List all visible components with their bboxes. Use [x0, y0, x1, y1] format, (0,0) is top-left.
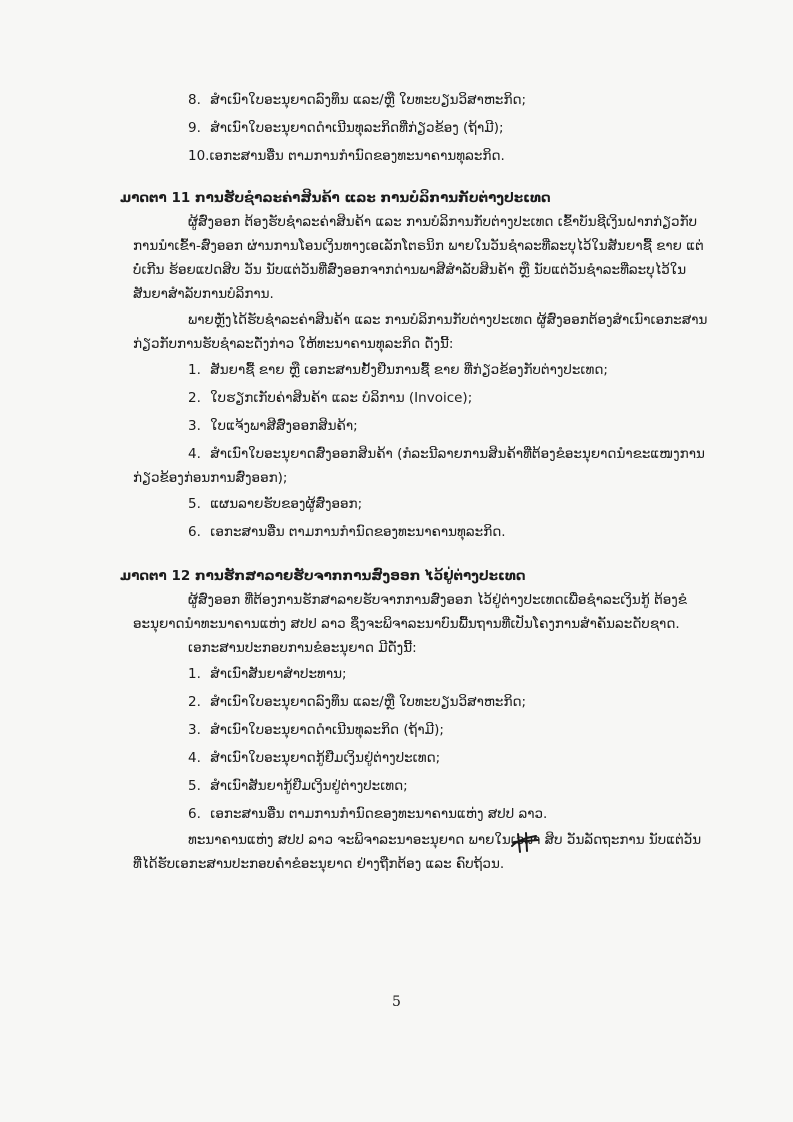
list-text: ໃບຮຽກເກັບຄ່າສິນຄ້າ ແລະ ບໍລິການ (Invoice);	[210, 390, 473, 406]
list-item	[188, 720, 444, 740]
paragraph-line: ບໍ່ເກີນ ຮ້ອຍແປດສິບ ວັນ ນັບແຕ່ວັນທີ່ສົ່ງອອກຈາກດ່ານພາສີສຳລັບສິນຄ້າ ຫຼື ນັບແຕ່ວັນຊຳລະທີ່ລະບຸໄວ້ໃນ	[133, 262, 687, 278]
list-text: ສຳເນົາໃບອະນຸຍາດກູ້ຢືມເງິນຢູ່ຕ່າງປະເທດ;	[210, 750, 441, 766]
list-text: ສຳເນົາສັນຍາກູ້ຢືມເງິນຢູ່ຕ່າງປະເທດ;	[210, 778, 408, 794]
paragraph-line: ຜູ້ສົ່ງອອກ ທີ່ຕ້ອງການຮັກສາລາຍຮັບຈາກການສົ່ງອອກ ໄວ້ຢູ່ຕ່າງປະເທດເພື່ອຊຳລະເງິນກູ້ ຕ້ອງຂໍ	[188, 592, 688, 608]
list-number: 9.	[188, 120, 201, 136]
initial-signature-mark	[510, 830, 540, 854]
list-item	[188, 748, 440, 768]
paragraph-line: ສັນຍາສຳລັບການບໍລິການ.	[133, 286, 274, 302]
paragraph-line: ພາຍຫຼັງໄດ້ຮັບຊຳລະຄ່າສິນຄ້າ ແລະ ການບໍລິການກັບຕ່າງປະເທດ ຜູ້ສົ່ງອອກຕ້ອງສຳເນົາເອກະສານ	[188, 312, 708, 328]
article-12-heading: ມາດຕາ 12 ການຮັກສາລາຍຮັບຈາກການສົ່ງອອກ ໄວ້ຢູ່ຕ່າງປະເທດ	[120, 568, 526, 584]
list-item	[188, 90, 526, 110]
list-text: ສັນຍາຊື້ ຂາຍ ຫຼື ເອກະສານຢັ້ງຢືນການຊື້ ຂາຍ ທີ່ກ່ຽວຂ້ອງກັບຕ່າງປະເທດ;	[210, 362, 608, 378]
list-item	[188, 692, 526, 712]
list-text: ເອກະສານອື່ນ ຕາມການກຳນົດຂອງທະນາຄານທຸລະກິດ.	[209, 148, 505, 164]
list-text: ໃບແຈ້ງພາສີສົ່ງອອກສິນຄ້າ;	[210, 418, 358, 434]
list-text: ແຜນລາຍຮັບຂອງຜູ້ສົ່ງອອກ;	[210, 496, 363, 512]
list-text: ສຳເນົາສັນຍາສຳປະທານ;	[210, 666, 347, 682]
paragraph-line: ເອກະສານປະກອບການຂໍອະນຸຍາດ ມີດັ່ງນີ້:	[188, 640, 417, 656]
list-number: 3.	[188, 722, 201, 738]
list-item	[188, 118, 504, 138]
list-number: 1.	[188, 666, 201, 682]
list-item	[188, 360, 608, 380]
list-number: 6.	[188, 524, 201, 540]
list-item	[188, 804, 547, 824]
list-text: ກ່ຽວຂ້ອງກ່ອນການສົ່ງອອກ);	[133, 470, 288, 486]
page-number: 5	[392, 994, 401, 1010]
list-number: 6.	[188, 806, 201, 822]
list-item-continuation	[133, 468, 288, 488]
paragraph-line: ອະນຸຍາດນຳທະນາຄານແຫ່ງ ສປປ ລາວ ຊຶ່ງຈະພິຈາລະນາບົນພື້ນຖານທີ່ເປັນໂຄງການສຳຄັນລະດັບຊາດ.	[133, 616, 680, 632]
list-text: ສຳເນົາໃບອະນຸຍາດລົງທຶນ ແລະ/ຫຼື ໃບທະບຽນວິສາຫະກິດ;	[210, 92, 527, 108]
paragraph-line: ທະນາຄານແຫ່ງ ສປປ ລາວ ຈະພິຈາລະນາອະນຸຍາດ ພາຍໃນເວລາ ສິບ ວັນລັດຖະການ ນັບແຕ່ວັນ	[188, 832, 702, 848]
list-item	[188, 664, 347, 684]
list-text: ສຳເນົາໃບອະນຸຍາດລົງທຶນ ແລະ/ຫຼື ໃບທະບຽນວິສາຫະກິດ;	[210, 694, 527, 710]
paragraph-line: ການນຳເຂົ້າ-ສົ່ງອອກ ຜ່ານການໂອນເງິນທາງເອເລັກໂຕຣນິກ ພາຍໃນວັນຊຳລະທີ່ລະບຸໄວ້ໃນສັນຍາຊື້ ຂາຍ ແຕ່	[133, 238, 704, 254]
paragraph-line: ກ່ຽວກັບການຮັບຊຳລະດັ່ງກ່າວ ໃຫ້ທະນາຄານທຸລະກິດ ດັ່ງນີ້:	[133, 336, 454, 352]
article-11-heading: ມາດຕາ 11 ການຮັບຊຳລະຄ່າສິນຄ້າ ແລະ ການບໍລິການກັບຕ່າງປະເທດ	[120, 190, 551, 206]
paragraph-line: ຜູ້ສົ່ງອອກ ຕ້ອງຮັບຊຳລະຄ່າສິນຄ້າ ແລະ ການບໍລິການກັບຕ່າງປະເທດ ເຂົ້າບັນຊີເງິນຝາກກ່ຽວກັບ	[188, 214, 698, 230]
list-text: ສຳເນົາໃບອະນຸຍາດດຳເນີນທຸລະກິດທີ່ກ່ຽວຂ້ອງ (ຖ້າມີ);	[210, 120, 504, 136]
list-text: ສຳເນົາໃບອະນຸຍາດສົ່ງອອກສິນຄ້າ (ກໍລະນີລາຍການສິນຄ້າທີ່ຕ້ອງຂໍອະນຸຍາດນຳຂະແໜງການ	[210, 446, 705, 462]
list-item	[188, 416, 358, 436]
list-number: 2.	[188, 694, 201, 710]
list-number: 5.	[188, 496, 201, 512]
paragraph-line: ທີ່ໄດ້ຮັບເອກະສານປະກອບຄຳຂໍອະນຸຍາດ ຢ່າງຖືກຕ້ອງ ແລະ ຄົບຖ້ວນ.	[133, 856, 505, 872]
list-number: 1.	[188, 362, 201, 378]
list-number: 8.	[188, 92, 201, 108]
list-item	[188, 388, 472, 408]
list-number: 5.	[188, 778, 201, 794]
list-number: 2.	[188, 390, 201, 406]
list-number: 10.	[188, 148, 210, 164]
list-text: ເອກະສານອື່ນ ຕາມການກຳນົດຂອງທະນາຄານທຸລະກິດ.	[210, 524, 506, 540]
list-text: ສຳເນົາໃບອະນຸຍາດດຳເນີນທຸລະກິດ (ຖ້າມີ);	[210, 722, 444, 738]
list-item	[188, 522, 506, 542]
list-number: 3.	[188, 418, 201, 434]
list-item	[188, 494, 362, 514]
list-text: ເອກະສານອື່ນ ຕາມການກຳນົດຂອງທະນາຄານແຫ່ງ ສປປ ລາວ.	[210, 806, 548, 822]
list-number: 4.	[188, 750, 201, 766]
list-item	[188, 444, 705, 464]
list-item	[188, 776, 408, 796]
list-item	[188, 146, 505, 166]
list-number: 4.	[188, 446, 201, 462]
